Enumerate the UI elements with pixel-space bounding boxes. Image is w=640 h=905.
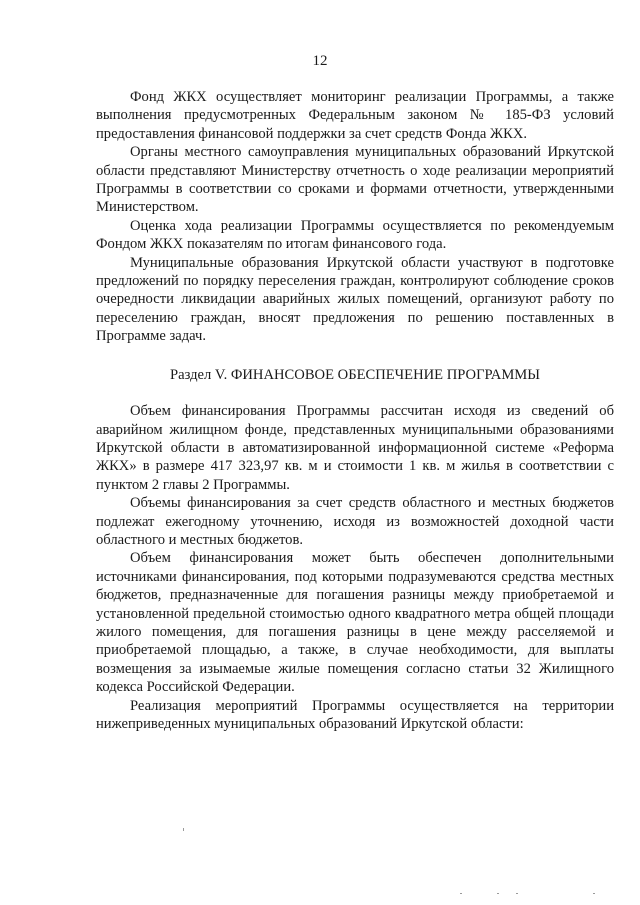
paragraph-budget-adjustment: Объемы финансирования за счет средств областного и местных бюджетов подлежат ежегодному уточнению, исходя из возможностей доходной части областного и местных бюджетов. (96, 495, 614, 548)
page-number: 12 (312, 53, 328, 69)
paragraph-additional-sources: Объем финансирования может быть обеспечен дополнительными источниками финансирования, под которыми подразумеваются средства местных бюджетов, предназначенные для погашения разницы между приобретаемой и установленной предельной стоимостью одного квадратного метра общей площади жилого помещения, для погашения разницы в цене между расселяемой и приобретаемой площадью, а также, в случае необходимости, для выплаты возмещения за изымаемые жилые помещения согласно статьи 32 Жилищного кодекса Российской Федерации. (96, 550, 614, 696)
scan-speck (460, 893, 462, 894)
paragraph-fund-monitoring: Фонд ЖКХ осуществляет мониторинг реализации Программы, а также выполнения предусмотренных Федеральным законом № 185-ФЗ условий предоставления финансовой поддержки за счет средств Фонда ЖКХ. (96, 89, 614, 142)
scan-speck (593, 893, 595, 894)
paragraph-local-reporting: Органы местного самоуправления муниципальных образований Иркутской области представляют Министерству отчетность о ходе реализации мероприятий Программы в соответствии со сроками и формами отчетности, утвержденными Министерством. (96, 144, 614, 216)
scan-speck (516, 893, 518, 894)
scan-speck (497, 893, 499, 894)
paragraph-funding-volume: Объем финансирования Программы рассчитан исходя из сведений об аварийном жилищном фонде, представленных муниципальными образованиями Иркутской области в автоматизированной информационной системе «Реформа ЖКХ» в размере 417 323,97 кв. м и стоимости 1 кв. м жилья в соответствии с пунктом 2 главы 2 Программы. (96, 403, 614, 493)
paragraph-implementation-territory: Реализация мероприятий Программы осуществляется на территории нижеприведенных муниципальных образований Иркутской области: (96, 697, 614, 732)
document-body (96, 88, 614, 733)
paragraph-progress-evaluation: Оценка хода реализации Программы осуществляется по рекомендуемым Фондом ЖКХ показателям по итогам финансового года. (96, 217, 614, 253)
section-heading: Раздел V. ФИНАНСОВОЕ ОБЕСПЕЧЕНИЕ ПРОГРАММЫ (169, 366, 540, 383)
scan-speck (183, 828, 184, 831)
paragraph-municipal-participation: Муниципальные образования Иркутской области участвуют в подготовке предложений по порядку переселения граждан, контролируют соблюдение сроков очередности ликвидации аварийных жилых помещений, организуют работу по переселению граждан, вносят предложения по решению поставленных в Программе задач. (96, 254, 614, 345)
